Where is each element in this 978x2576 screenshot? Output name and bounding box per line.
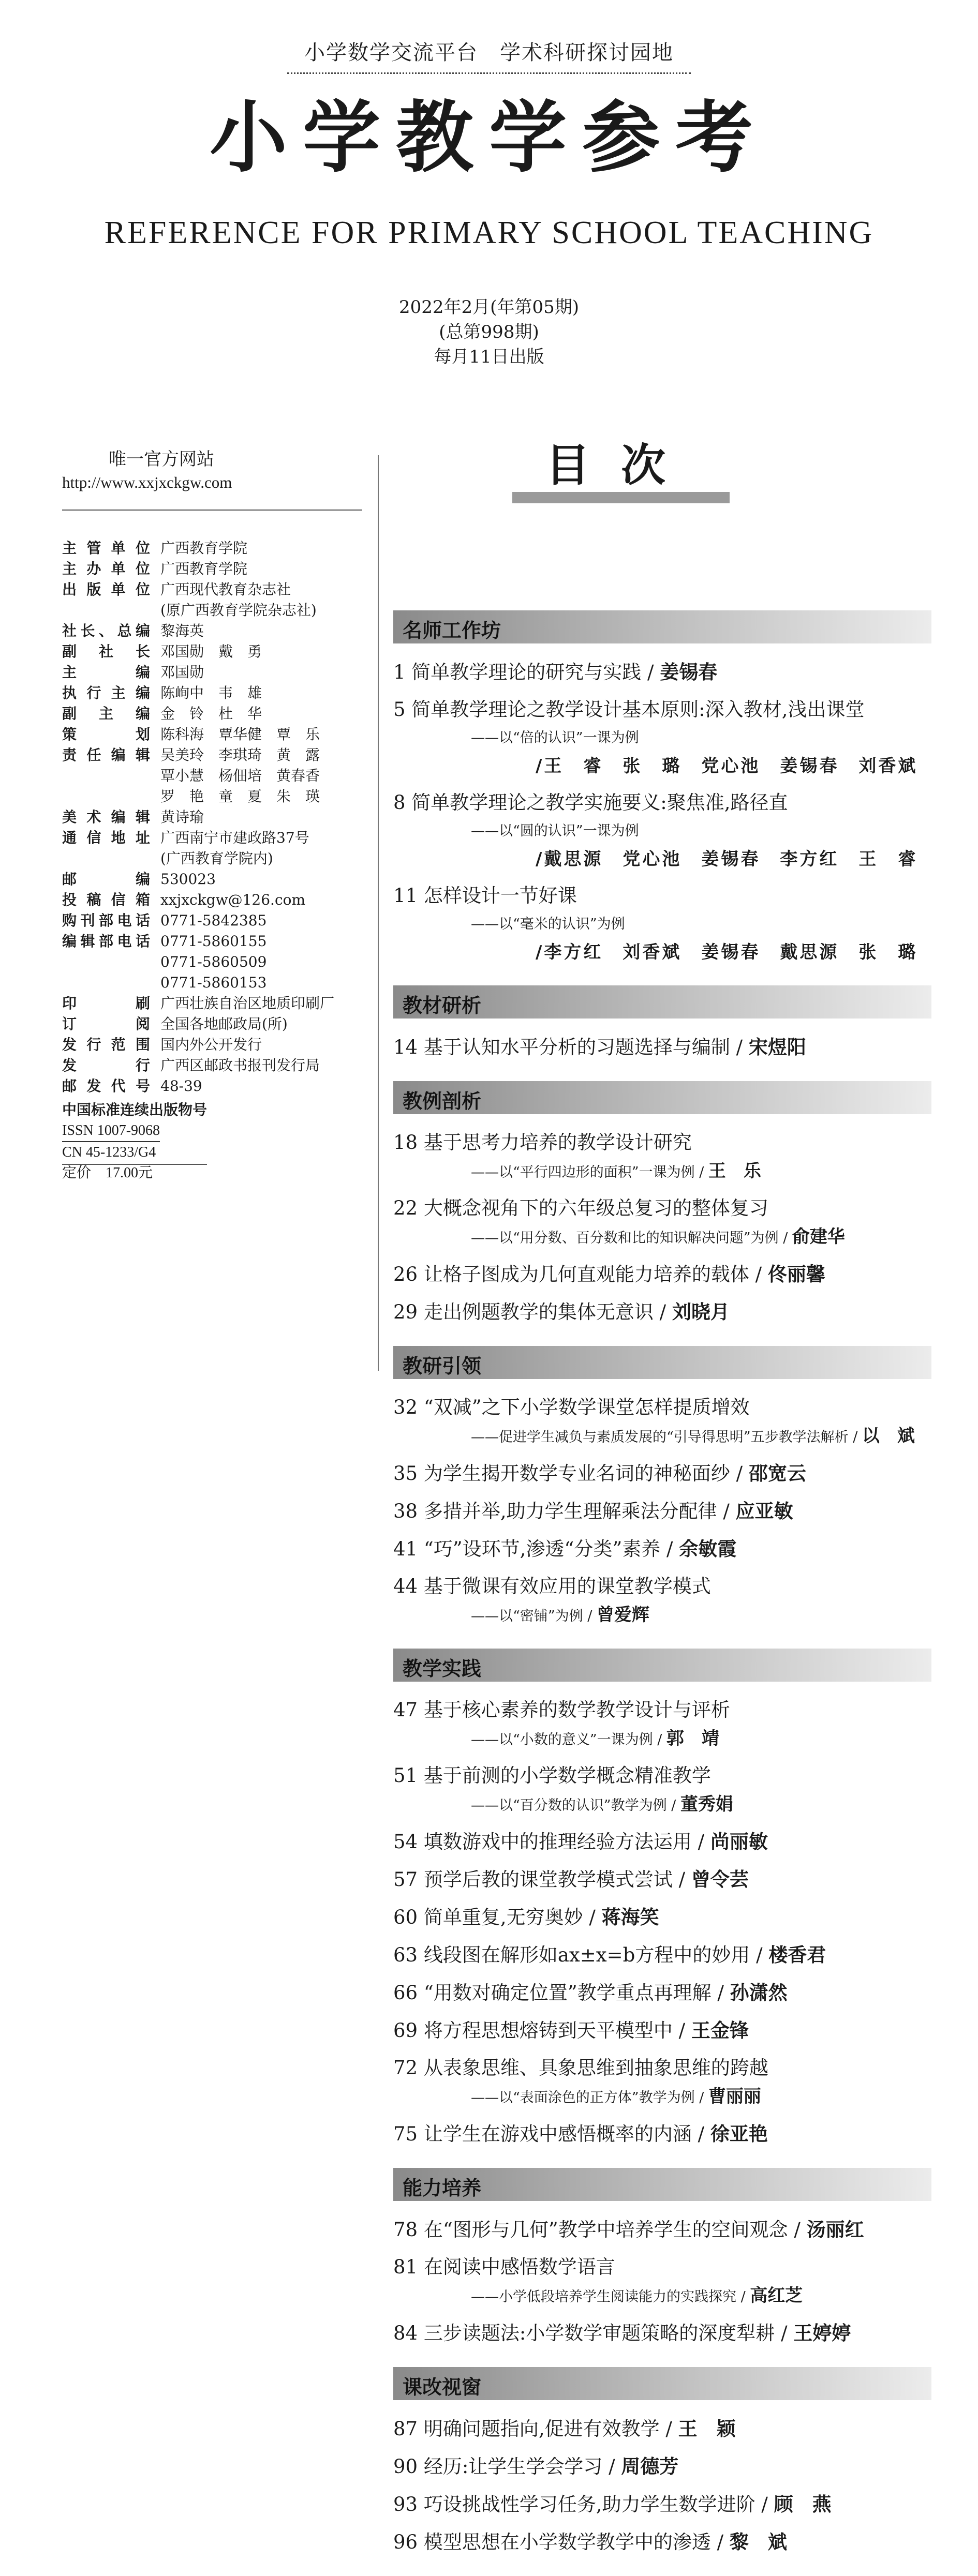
credit-row [62, 766, 378, 786]
credit-value: 530023 [160, 871, 216, 888]
credit-row [62, 910, 378, 931]
credit-row [62, 1055, 378, 1076]
entry-subtitle-line [393, 1422, 931, 1451]
entry-author: 高红芝 [750, 2285, 803, 2306]
entry-title: 84 三步读题法:小学数学审题策略的深度犁耕 / [393, 2322, 794, 2344]
entry-title: 75 让学生在游戏中感悟概率的内涵 / [393, 2123, 710, 2145]
toc-title: 目次 [545, 440, 697, 491]
entry-title-line [393, 1571, 931, 1601]
entry-author: 曾爱辉 [596, 1605, 649, 1625]
entry-title: 18 基于思考力培养的教学设计研究 [393, 1131, 692, 1154]
credit-row [62, 1076, 378, 1097]
credit-row [62, 931, 378, 952]
entry-author: 宋煜阳 [748, 1036, 806, 1058]
entry-author: 孙潇然 [730, 1981, 788, 2004]
entry-author: 邵宽云 [748, 1462, 806, 1485]
entry-title: 22 大概念视角下的六年级总复习的整体复习 [393, 1197, 768, 1219]
section-heading-bar [393, 1081, 931, 1114]
entry-title: 14 基于认知水平分析的习题选择与编制 / [393, 1036, 749, 1058]
entry-authors: /王 睿 张 璐 党心池 姜锡春 刘香斌 [536, 756, 918, 776]
credit-rows [62, 538, 378, 1097]
entry-title-line [393, 2489, 931, 2520]
entry-authors: /戴思源 党心池 姜锡春 李方红 王 睿 [536, 849, 918, 870]
entry-title-line [393, 881, 931, 911]
credit-value: xxjxckgw@126.com [160, 891, 306, 908]
credit-row [62, 807, 378, 828]
entry-title: 44 基于微课有效应用的课堂教学模式 [393, 1575, 711, 1597]
entry-author: 黎 斌 [729, 2530, 787, 2553]
credit-value: 黎海英 [160, 622, 204, 639]
isbn-heading: 中国标准连续出版物号 [62, 1101, 208, 1118]
toc-entry[interactable] [393, 1978, 931, 2008]
entry-title-line [393, 1193, 931, 1223]
entry-title-line [393, 1128, 931, 1158]
toc-entry[interactable] [393, 1571, 931, 1630]
toc-entry[interactable] [393, 2015, 931, 2046]
toc-entry[interactable] [393, 657, 931, 687]
entry-title-line [393, 1032, 931, 1062]
toc-entry[interactable] [393, 1193, 931, 1252]
entry-author: 周德芳 [621, 2455, 679, 2478]
entry-title-line [393, 1761, 931, 1791]
toc-entry[interactable] [393, 2489, 931, 2520]
issn-number: ISSN 1007-9068 [62, 1120, 160, 1142]
credits-block [62, 538, 378, 1184]
toc-entry[interactable] [393, 881, 931, 967]
section-heading-bar [393, 985, 931, 1019]
credit-value: 陈科海 覃华健 覃 乐 [160, 726, 320, 743]
toc-entry[interactable] [393, 1761, 931, 1819]
entry-title-line [393, 1695, 931, 1725]
toc-entry[interactable] [393, 1940, 931, 1970]
entry-title: 29 走出例题教学的集体无意识 / [393, 1301, 672, 1323]
credit-value: 广西教育学院 [160, 540, 248, 557]
official-site-label: 唯一官方网站 [109, 449, 214, 470]
toc-entry[interactable] [393, 695, 931, 781]
credit-value: 金 铃 杜 华 [160, 705, 262, 722]
credit-label: 主办单位 [62, 560, 150, 577]
entry-subtitle: ——以“圆的认识”一课为例 [471, 823, 639, 839]
entry-subtitle: ——以“平行四边形的面积”一课为例 / [471, 1164, 708, 1180]
credit-row [62, 745, 378, 766]
credit-value: 吴美玲 李琪琦 黄 露 [160, 746, 320, 763]
tagline: 小学数学交流平台 学术科研探讨园地 [304, 41, 674, 65]
entry-title-line [393, 2119, 931, 2149]
credit-row [62, 621, 378, 641]
entry-subtitle-line [393, 2282, 931, 2311]
credit-label: 执行主编 [62, 684, 150, 701]
credit-row [62, 538, 378, 559]
credit-label [62, 848, 160, 869]
credit-label: 出版单位 [62, 581, 150, 598]
credit-value: 陈峋中 韦 雄 [160, 684, 262, 701]
entry-title-line [393, 695, 931, 725]
entry-author: 姜锡春 [660, 661, 718, 683]
entry-title-line [393, 1458, 931, 1489]
toc-entry[interactable] [393, 2053, 931, 2111]
section-heading-bar [393, 1649, 931, 1682]
journal-title-cn: 小学教学参考 [209, 93, 768, 183]
entry-title: 69 将方程思想熔铸到天平模型中 / [393, 2019, 691, 2042]
issue-info [0, 295, 978, 369]
entry-author: 佟丽馨 [767, 1263, 825, 1285]
entry-title: 54 填数游戏中的推理经验方法运用 / [393, 1831, 710, 1853]
section-heading-bar [393, 610, 931, 643]
credit-row [62, 828, 378, 848]
entry-subtitle: ——以“密铺”为例 / [471, 1608, 597, 1624]
toc-section [393, 2168, 931, 2348]
toc-entry[interactable] [393, 1496, 931, 1526]
entry-title: 96 模型思想在小学数学教学中的渗透 / [393, 2531, 730, 2553]
credit-value: 全国各地邮政局(所) [160, 1015, 288, 1032]
entry-subtitle: ——促进学生减负与素质发展的“引导得思明”五步教学法解析 / [471, 1429, 862, 1445]
entry-subtitle: ——以“用分数、百分数和比的知识解决问题”为例 / [471, 1230, 792, 1246]
credit-row [62, 1014, 378, 1035]
toc-entry[interactable] [393, 1032, 931, 1062]
toc-entry[interactable] [393, 1695, 931, 1754]
credit-label: 主管单位 [62, 540, 150, 557]
entry-title: 78 在“图形与几何”教学中培养学生的空间观念 / [393, 2219, 807, 2241]
toc-section [393, 2367, 931, 2557]
credit-label: 购刊部电话 [62, 912, 150, 929]
entry-title-line [393, 1259, 931, 1290]
section-heading: 教学实践 [403, 1657, 482, 1680]
credit-row [62, 890, 378, 910]
section-heading: 教研引领 [403, 1355, 482, 1377]
credit-value: 广西现代教育杂志社 [160, 581, 291, 598]
toc-entry[interactable] [393, 2214, 931, 2245]
toc-section [393, 1081, 931, 1327]
entry-subtitle-line [393, 818, 931, 845]
credit-row [62, 683, 378, 703]
entry-title: 63 线段图在解形如ax±x=b方程中的妙用 / [393, 1944, 769, 1966]
toc-entry[interactable] [393, 2318, 931, 2348]
entry-title: 26 让格子图成为几何直观能力培养的载体 / [393, 1263, 768, 1285]
credit-value: 罗 艳 童 夏 朱 瑛 [160, 788, 320, 805]
credit-value: (广西教育学院内) [160, 850, 273, 867]
section-heading: 能力培养 [403, 2177, 482, 2199]
section-heading: 名师工作坊 [403, 619, 501, 642]
entry-title-line [393, 1297, 931, 1327]
toc-entry[interactable] [393, 1534, 931, 1564]
entry-author: 董秀娟 [680, 1794, 733, 1815]
credit-row [62, 993, 378, 1014]
credit-label [62, 600, 160, 621]
entry-subtitle-line [393, 2083, 931, 2111]
entry-title: 35 为学生揭开数学专业名词的神秘面纱 / [393, 1462, 749, 1485]
credit-row [62, 600, 378, 621]
entry-author: 王 颖 [678, 2417, 736, 2440]
credit-label: 编辑部电话 [62, 933, 150, 950]
entry-title-line [393, 1496, 931, 1526]
table-of-contents [393, 610, 931, 2576]
credit-label: 发行 [62, 1057, 150, 1074]
issn-block [62, 1100, 378, 1184]
entry-author: 曹丽丽 [708, 2086, 761, 2107]
toc-entry[interactable] [393, 2414, 931, 2444]
entry-author: 徐亚艳 [710, 2122, 768, 2145]
toc-entry[interactable] [393, 2119, 931, 2149]
entry-title: 60 简单重复,无穷奥妙 / [393, 1906, 602, 1928]
entry-author: 蒋海笑 [601, 1906, 659, 1928]
entry-title: 38 多措并举,助力学生理解乘法分配律 / [393, 1500, 736, 1522]
entry-subtitle-line [393, 1791, 931, 1819]
credit-label: 美术编辑 [62, 808, 150, 826]
credit-label: 社长、总编 [62, 622, 150, 639]
credit-row [62, 559, 378, 579]
cn-number: CN 45-1233/G4 [62, 1144, 156, 1160]
entry-subtitle: ——以“小数的意义”一课为例 / [471, 1732, 666, 1748]
column-divider [378, 455, 379, 1371]
entry-author: 楼香君 [768, 1943, 826, 1966]
toc-title-block [512, 437, 730, 504]
entry-subtitle: ——以“倍的认识”一课为例 [471, 730, 639, 746]
credit-label: 副社长 [62, 643, 150, 660]
toc-section [393, 1346, 931, 1630]
credit-value: 48-39 [160, 1077, 202, 1095]
credit-value: 黄诗瑜 [160, 808, 204, 826]
credit-value: 覃小慧 杨佃培 黄春香 [160, 767, 320, 784]
section-heading: 教例剖析 [403, 1090, 482, 1113]
toc-entry[interactable] [393, 1297, 931, 1327]
credit-value: (原广西教育学院杂志社) [160, 602, 317, 619]
entry-title: 66 “用数对确定位置”教学重点再理解 / [393, 1982, 730, 2004]
toc-section [393, 985, 931, 1062]
credit-label: 副主编 [62, 705, 150, 722]
credit-label: 订阅 [62, 1015, 150, 1032]
credit-label: 邮编 [62, 871, 150, 888]
credit-row [62, 786, 378, 807]
entry-title: 90 经历:让学生学会学习 / [393, 2455, 621, 2478]
credit-value: 广西南宁市建政路37号 [160, 829, 309, 846]
credit-label: 投稿信箱 [62, 891, 150, 908]
credit-value: 邓国勋 戴 勇 [160, 643, 262, 660]
entry-title-line [393, 1940, 931, 1970]
entry-title: 93 巧设挑战性学习任务,助力学生数学进阶 / [393, 2493, 774, 2515]
credit-value: 国内外公开发行 [160, 1036, 262, 1053]
issue-date: 2022年2月(年第05期) [399, 297, 579, 318]
credit-label: 主编 [62, 664, 150, 681]
section-heading-bar [393, 2367, 931, 2400]
entry-title: 72 从表象思维、具象思维到抽象思维的跨越 [393, 2057, 768, 2079]
credit-label [62, 972, 160, 993]
toc-entry[interactable] [393, 1259, 931, 1290]
entry-title-line [393, 2414, 931, 2444]
toc-section [393, 610, 931, 967]
credit-row [62, 579, 378, 600]
entry-subtitle-line [393, 1601, 931, 1630]
entry-author: 汤丽红 [806, 2218, 864, 2241]
credit-value: 邓国勋 [160, 664, 204, 681]
entry-title-line [393, 1826, 931, 1857]
section-heading-bar [393, 1346, 931, 1379]
credit-row [62, 641, 378, 662]
entry-author: 王婷婷 [793, 2322, 851, 2344]
credit-value: 广西教育学院 [160, 560, 248, 577]
entry-subtitle: ——以“毫米的认识”为例 [471, 916, 625, 932]
credit-label [62, 786, 160, 807]
credit-label: 策划 [62, 726, 150, 743]
entry-title-line [393, 2527, 931, 2557]
toc-entry[interactable] [393, 1902, 931, 1933]
price: 定价 17.00元 [62, 1165, 153, 1181]
section-heading: 课改视窗 [403, 2376, 482, 2399]
entry-author: 应亚敏 [735, 1500, 793, 1522]
entry-title-line [393, 1392, 931, 1422]
journal-title-en: REFERENCE FOR PRIMARY SCHOOL TEACHING [104, 215, 874, 250]
credit-row [62, 869, 378, 890]
credit-value: 0771-5860155 [160, 933, 267, 950]
entry-title-line [393, 2015, 931, 2046]
official-site-url[interactable]: http://www.xxjxckgw.com [62, 473, 232, 491]
entry-title-line [393, 2451, 931, 2482]
toc-entry[interactable] [393, 1458, 931, 1489]
entry-subtitle: ——以“表面涂色的正方体”教学为例 / [471, 2090, 708, 2106]
entry-author: 王 乐 [708, 1161, 761, 1181]
entry-author: 王金锋 [691, 2019, 749, 2042]
toc-entry[interactable] [393, 2451, 931, 2482]
entry-title: 11 怎样设计一节好课 [393, 885, 577, 907]
credit-row [62, 703, 378, 724]
entry-title: 81 在阅读中感悟数学语言 [393, 2256, 615, 2278]
section-heading-bar [393, 2168, 931, 2201]
credit-label: 通信地址 [62, 829, 150, 846]
section-heading: 教材研析 [403, 994, 482, 1017]
entry-title: 8 简单教学理论之教学实施要义:聚焦准,路径直 [393, 791, 788, 814]
entry-title-line [393, 1978, 931, 2008]
entry-subtitle-line [393, 911, 931, 938]
entry-authors: /李方红 刘香斌 姜锡春 戴思源 张 璐 [536, 942, 918, 963]
credit-row [62, 972, 378, 993]
entry-title: 57 预学后教的课堂教学模式尝试 / [393, 1868, 691, 1891]
toc-entry[interactable] [393, 788, 931, 874]
entry-subtitle-line [393, 1223, 931, 1252]
credit-label [62, 952, 160, 972]
issue-total: (总第998期) [439, 322, 539, 342]
issue-publish-day: 每月11日出版 [434, 347, 544, 367]
entry-title-line [393, 657, 931, 687]
entry-author: 顾 燕 [774, 2493, 832, 2515]
entry-title: 87 明确问题指向,促进有效教学 / [393, 2418, 678, 2440]
credit-value: 0771-5860509 [160, 953, 267, 970]
credit-label: 印刷 [62, 995, 150, 1012]
credit-row [62, 724, 378, 745]
credit-label [62, 766, 160, 786]
entry-subtitle: ——小学低段培养学生阅读能力的实践探究 / [471, 2289, 750, 2305]
entry-title-line [393, 2318, 931, 2348]
toc-entry[interactable] [393, 2527, 931, 2557]
credit-label: 责任编辑 [62, 746, 150, 763]
credit-label: 邮发代号 [62, 1077, 150, 1095]
entry-title: 47 基于核心素养的数学教学设计与评析 [393, 1699, 730, 1721]
entry-title: 1 简单教学理论的研究与实践 / [393, 661, 660, 683]
entry-author: 以 斌 [862, 1426, 915, 1446]
entry-title: 32 “双减”之下小学数学课堂怎样提质增效 [393, 1396, 750, 1418]
entry-subtitle: ——以“百分数的认识”教学为例 / [471, 1798, 680, 1814]
entry-subtitle-line [393, 1725, 931, 1754]
left-divider-bottom [62, 1164, 207, 1165]
toc-entry[interactable] [393, 1392, 931, 1451]
entry-author: 尚丽敏 [710, 1830, 768, 1853]
entry-title-line [393, 2252, 931, 2282]
credit-value: 0771-5860153 [160, 974, 267, 991]
entry-subtitle-line [393, 1158, 931, 1186]
entry-title-line [393, 1902, 931, 1933]
credit-label: 发行范围 [62, 1036, 150, 1053]
entry-subtitle-line [393, 725, 931, 752]
dotted-divider [287, 72, 691, 74]
credit-value: 广西壮族自治区地质印刷厂 [160, 995, 335, 1012]
toc-entry[interactable] [393, 1826, 931, 1857]
entry-title-line [393, 1864, 931, 1895]
entry-author: 刘晓月 [672, 1300, 730, 1323]
entry-title-line [393, 2214, 931, 2245]
entry-author: 曾令芸 [691, 1868, 749, 1891]
toc-entry[interactable] [393, 1864, 931, 1895]
entry-author: 俞建华 [792, 1226, 845, 1247]
left-divider-top [62, 510, 362, 511]
credit-row [62, 952, 378, 972]
credit-value: 广西区邮政书报刊发行局 [160, 1057, 320, 1074]
credit-row [62, 848, 378, 869]
credit-value: 0771-5842385 [160, 912, 267, 929]
toc-entry[interactable] [393, 1128, 931, 1186]
entry-title-line [393, 1534, 931, 1564]
credit-row [62, 1035, 378, 1055]
entry-title: 51 基于前测的小学数学概念精准教学 [393, 1764, 711, 1787]
toc-entry[interactable] [393, 2252, 931, 2311]
entry-author: 郭 靖 [666, 1728, 719, 1749]
toc-section [393, 1649, 931, 2149]
entry-title-line [393, 2053, 931, 2083]
credit-row [62, 662, 378, 683]
entry-author: 余敏霞 [679, 1537, 737, 1560]
entry-title: 5 简单教学理论之教学设计基本原则:深入教材,浅出课堂 [393, 698, 865, 721]
entry-title: 41 “巧”设环节,渗透“分类”素养 / [393, 1538, 679, 1560]
entry-title-line [393, 788, 931, 818]
